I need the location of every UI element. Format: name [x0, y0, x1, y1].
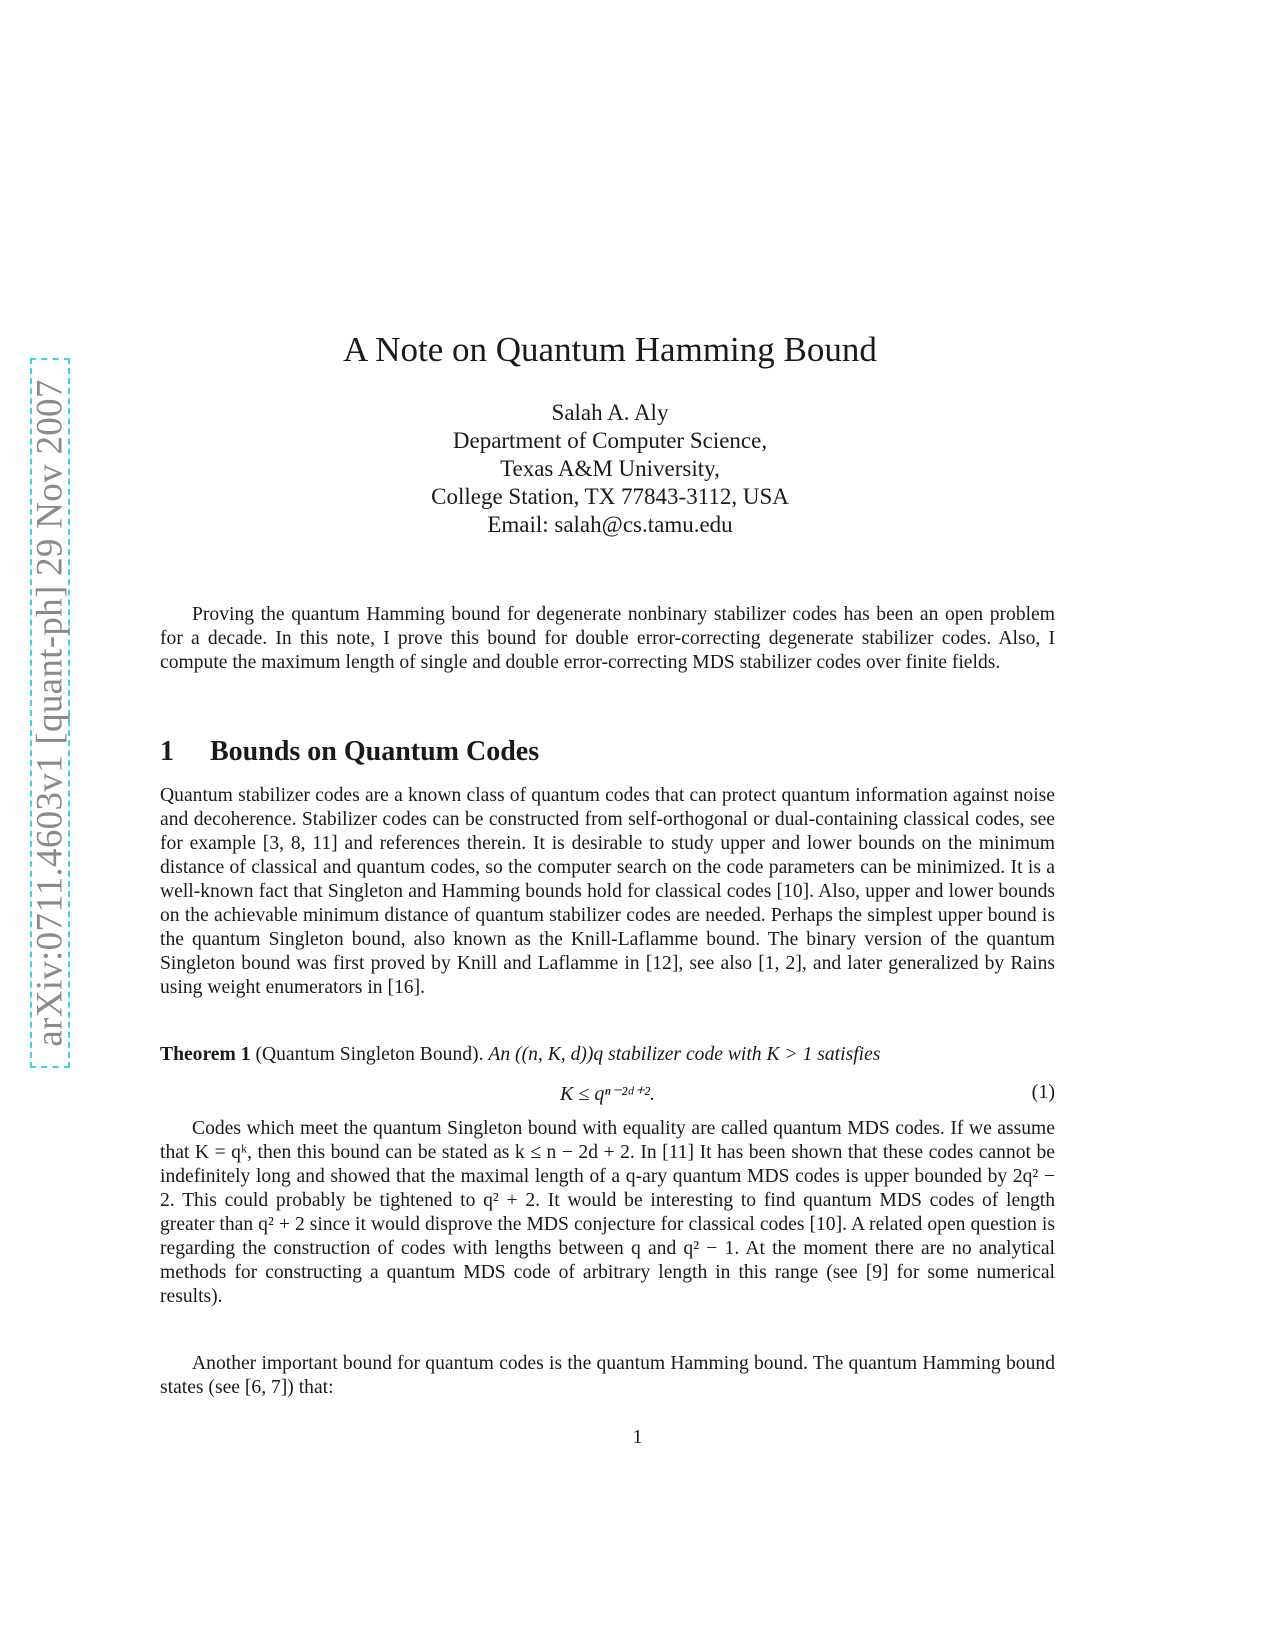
- equation: [160, 1081, 1055, 1107]
- paragraph: Codes which meet the quantum Singleton bound with equality are called quantum MDS codes. If we assume that K = qᵏ, then this bound can be stated as k ≤ n − 2d + 2. In [11] It has been shown that these codes cannot be indefinitely long and showed that the maximal length of a q-ary quantum MDS codes is upper bounded by 2q² − 2. This could probably be tightened to q² + 2. It would be interesting to find quantum MDS codes of length greater than q² + 2 since it would disprove the MDS conjecture for classical codes [10]. A related open question is regarding the construction of codes with lengths between q and q² − 1. At the moment there are no analytical methods for constructing a quantum MDS code of arbitrary length in this range (see [9] for some numerical results).: [160, 1118, 1055, 1307]
- abstract: Proving the quantum Hamming bound for degenerate nonbinary stabilizer codes has been an open problem for a decade. In this note, I prove this bound for double error-correcting degenerate stabilizer codes. Also, I compute the maximum length of single and double error-correcting MDS stabilizer codes over finite fields.: [160, 604, 1055, 673]
- paragraph: Another important bound for quantum codes is the quantum Hamming bound. The quantum Hamming bound states (see [6, 7]) that:: [160, 1353, 1055, 1398]
- section-number: 1: [160, 736, 174, 767]
- equation-number: (1): [1031, 1081, 1055, 1103]
- author-department: Department of Computer Science,: [452, 428, 768, 453]
- theorem: [160, 1043, 1055, 1067]
- arxiv-identifier: arXiv:0711.4603v1 [quant-ph] 29 Nov 2007: [29, 379, 71, 1047]
- equation-formula: K ≤ qⁿ⁻²ᵈ⁺².: [560, 1083, 655, 1105]
- arxiv-stamp: [30, 358, 70, 1068]
- theorem-statement: An ((n, K, d))q stabilizer code with K > 1 satisfies: [488, 1044, 881, 1065]
- paper-title: A Note on Quantum Hamming Bound: [343, 330, 877, 369]
- author-email: Email: salah@cs.tamu.edu: [487, 512, 733, 537]
- author-block: [160, 399, 1060, 539]
- theorem-label: Theorem 1: [160, 1044, 251, 1065]
- page-number: 1: [632, 1426, 643, 1448]
- section-title: Bounds on Quantum Codes: [210, 736, 540, 767]
- theorem-name: (Quantum Singleton Bound).: [255, 1044, 484, 1065]
- section-heading: [160, 736, 539, 768]
- paragraph: Quantum stabilizer codes are a known class of quantum codes that can protect quantum information against noise and decoherence. Stabilizer codes can be constructed from self-orthogonal or dual-containing classical codes, see for example [3, 8, 11] and references therein. It is desirable to study upper and lower bounds on the minimum distance of classical and quantum codes, so the computer search on the code parameters can be minimized. It is a well-known fact that Singleton and Hamming bounds hold for classical codes [10]. Also, upper and lower bounds on the achievable minimum distance of quantum stabilizer codes are needed. Perhaps the simplest upper bound is the quantum Singleton bound, also known as the Knill-Laflamme bound. The binary version of the quantum Singleton bound was first proved by Knill and Laflamme in [12], see also [1, 2], and later generalized by Rains using weight enumerators in [16].: [160, 785, 1055, 998]
- author-university: Texas A&M University,: [500, 456, 720, 481]
- author-name: Salah A. Aly: [551, 400, 669, 425]
- author-address: College Station, TX 77843-3112, USA: [431, 484, 789, 509]
